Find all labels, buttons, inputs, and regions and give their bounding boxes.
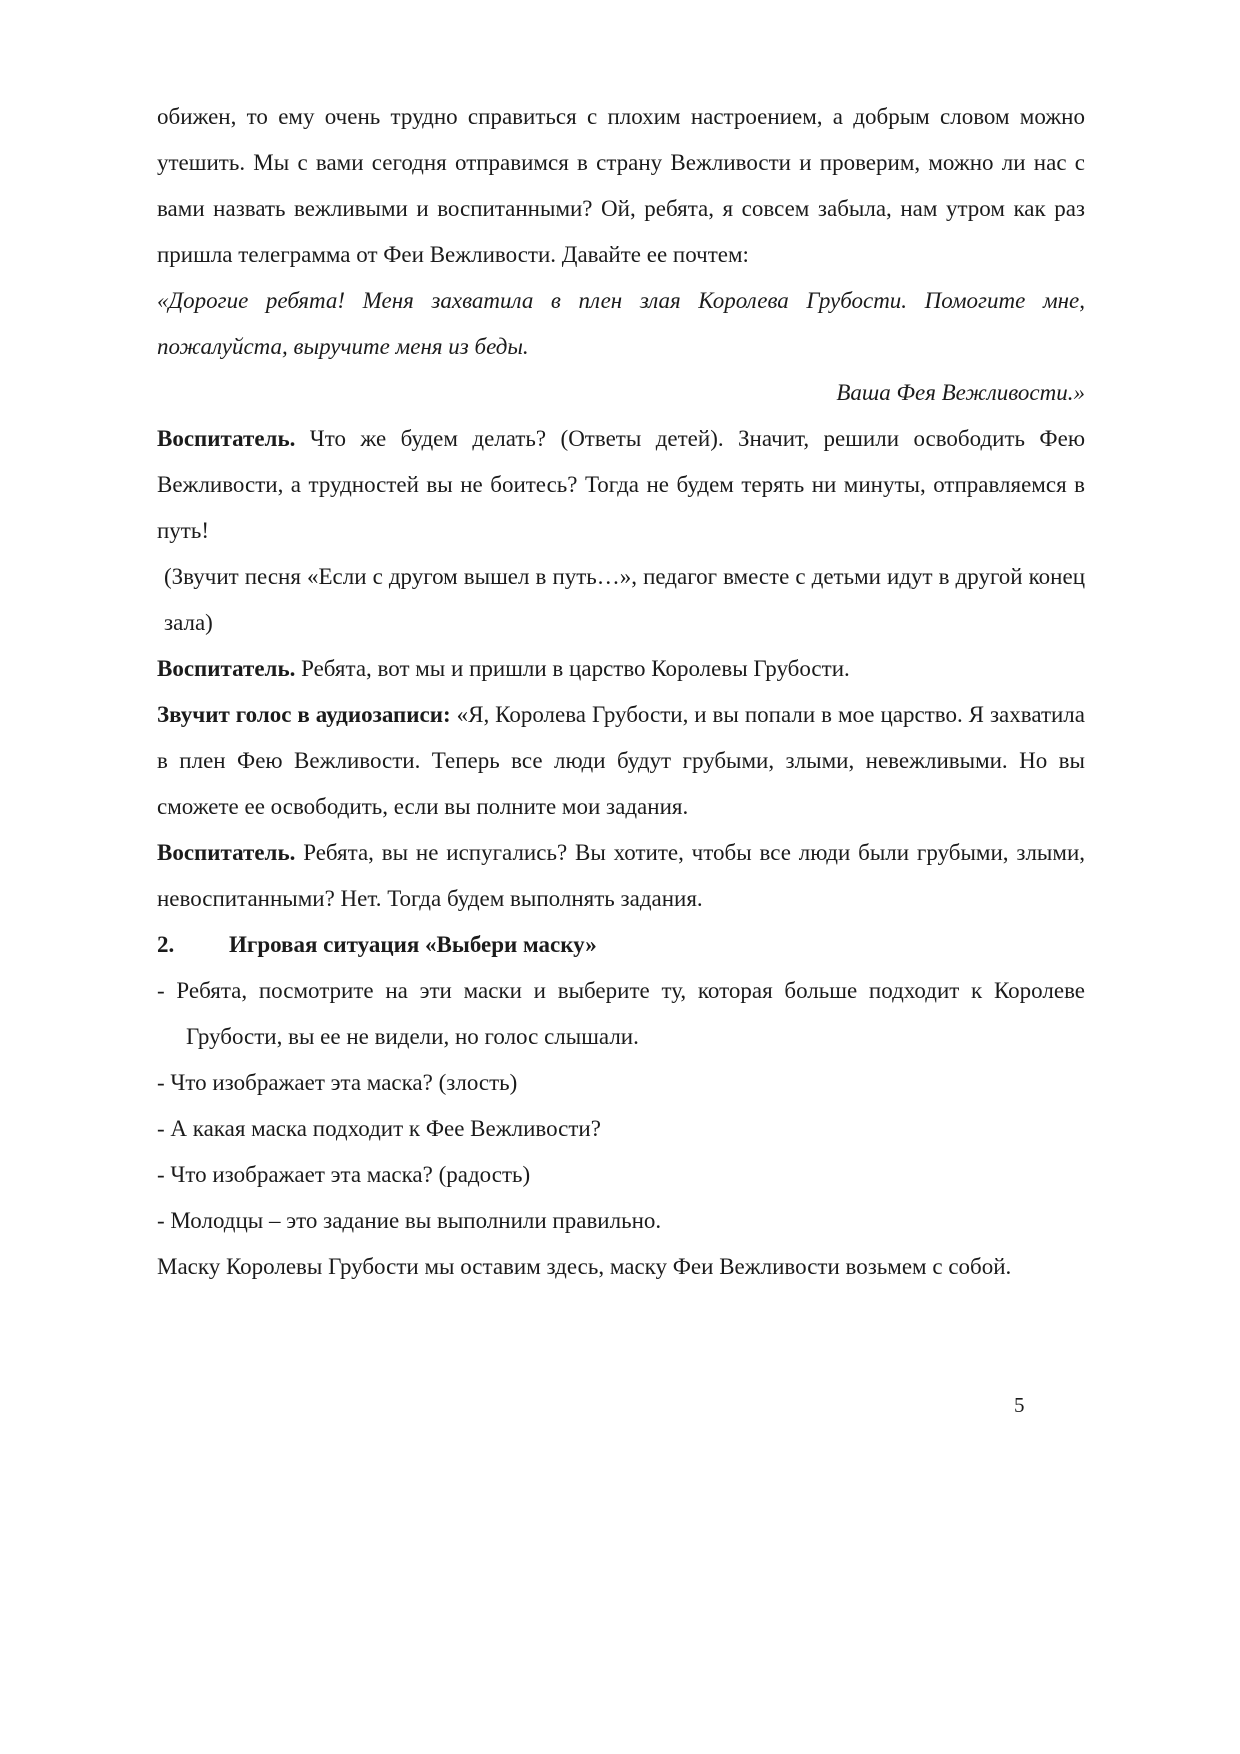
section-heading-title: Игровая ситуация «Выбери маску» xyxy=(229,932,597,957)
closing-paragraph: Маску Королевы Грубости мы оставим здесь, маску Феи Вежливости возьмем с собой. xyxy=(157,1254,1012,1279)
paragraph-teacher-1 xyxy=(157,416,1085,554)
paragraph-teacher-3 xyxy=(157,830,1085,922)
speaker-label-teacher-2: Воспитатель. xyxy=(157,656,296,681)
question-item-1: - Что изображает эта маска? (злость) xyxy=(157,1070,518,1095)
speaker-label-teacher-1: Воспитатель. xyxy=(157,426,296,451)
paragraph-teacher-2 xyxy=(157,646,1085,692)
page-number: 5 xyxy=(1014,1393,1025,1417)
question-item-4: - Молодцы – это задание вы выполнили правильно. xyxy=(157,1208,662,1233)
paragraph-intro: обижен, то ему очень трудно справиться с плохим настроением, а добрым словом можно утешить. Мы с вами сегодня отправимся в страну Вежливости и проверим, можно ли нас с вами назвать вежливыми и воспитанными? Ой, ребята, я совсем забыла, нам утром как раз пришла телеграмма от Феи Вежливости. Давайте ее почтем: xyxy=(157,104,1085,267)
section-heading xyxy=(157,922,1085,968)
speaker-text-teacher-3: Ребята, вы не испугались? Вы хотите, чтобы все люди были грубыми, злыми, невоспитанными? Нет. Тогда будем выполнять задания. xyxy=(157,840,1085,911)
section-heading-number: 2. xyxy=(157,932,175,957)
task-intro-item: - Ребята, посмотрите на эти маски и выберите ту, которая больше подходит к Королеве Грубости, вы ее не видели, но голос слышали. xyxy=(157,978,1085,1049)
speaker-label-teacher-3: Воспитатель. xyxy=(157,840,296,865)
speaker-text-audio: «Я, Королева Грубости, и вы попали в мое царство. Я захватила в плен Фею Вежливости. Теперь все люди будут грубыми, злыми, невежливыми. Но вы сможете ее освободить, если вы полните мои задания. xyxy=(157,702,1085,819)
telegram-signature: Ваша Фея Вежливости.» xyxy=(836,380,1085,405)
question-item-2: - А какая маска подходит к Фее Вежливости? xyxy=(157,1116,601,1141)
telegram-quote: «Дорогие ребята! Меня захватила в плен злая Королева Грубости. Помогите мне, пожалуйста, выручите меня из беды. xyxy=(157,288,1085,359)
page-content xyxy=(157,94,1085,1290)
speaker-label-audio: Звучит голос в аудиозаписи: xyxy=(157,702,451,727)
paragraph-song-note: (Звучит песня «Если с другом вышел в путь…», педагог вместе с детьми идут в другой конец зала) xyxy=(164,564,1085,635)
paragraph-audio-voice xyxy=(157,692,1085,830)
question-item-3: - Что изображает эта маска? (радость) xyxy=(157,1162,531,1187)
speaker-text-teacher-2: Ребята, вот мы и пришли в царство Королевы Грубости. xyxy=(295,656,850,681)
speaker-text-teacher-1: Что же будем делать? (Ответы детей). Значит, решили освободить Фею Вежливости, а трудностей вы не боитесь? Тогда не будем терять ни минуты, отправляемся в путь! xyxy=(157,426,1085,543)
